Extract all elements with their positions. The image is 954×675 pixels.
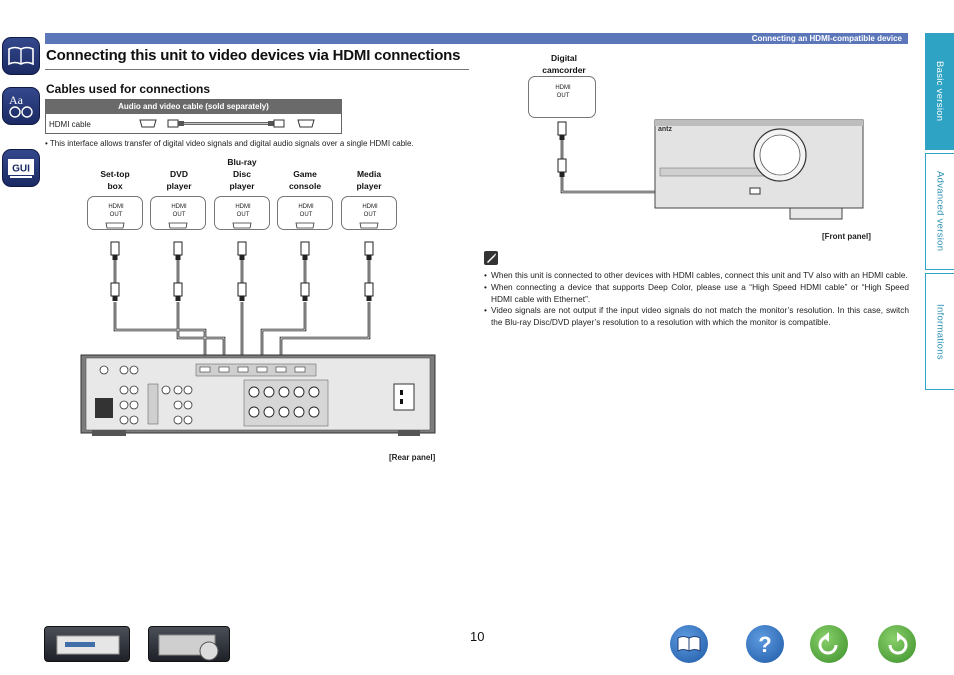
note-item: • When connecting a device that supports Deep Color, please use a “High Speed HDMI cable” or “High Speed HDMI cable with Ethernet”.	[484, 281, 909, 304]
svg-text:Aa: Aa	[9, 93, 23, 107]
port-label: HDMI OUT	[171, 204, 187, 218]
device-label-digital-camcorder: Digital camcorder	[542, 53, 586, 75]
page-number: 10	[470, 629, 485, 644]
device-label-bluray-player: Blu-ray Disc player	[227, 157, 257, 191]
cable-name: HDMI cable	[49, 120, 91, 129]
port-label: HDMI OUT	[362, 204, 378, 218]
receiver-front-panel	[655, 120, 863, 219]
rear-panel-thumbnail-button[interactable]	[148, 626, 230, 662]
forward-icon	[878, 625, 916, 663]
note-icon	[484, 251, 498, 265]
device-label-media-player: Media player	[356, 169, 382, 191]
help-button[interactable]	[746, 625, 784, 663]
cable-table-header: Audio and video cable (sold separately)	[46, 100, 341, 114]
rear-panel-label: [Rear panel]	[389, 453, 436, 462]
note-item: • When this unit is connected to other devices with HDMI cables, connect this unit and TV also with an HDMI cable.	[484, 270, 908, 280]
forward-button[interactable]	[878, 625, 916, 663]
tab-label: Basic version	[934, 61, 945, 122]
note-item: • Video signals are not output if the input video signals do not match the monitor’s resolution. In this case, switch the Blu-ray Disc/DVD player’s resolution to a resolution with which the monitor is compatible.	[484, 305, 909, 328]
tab-label: Informations	[934, 303, 946, 360]
receiver-rear-panel	[81, 355, 435, 436]
book-icon	[670, 625, 708, 663]
front-panel-label: [Front panel]	[822, 232, 871, 241]
svg-text:antz: antz	[658, 126, 672, 133]
back-button[interactable]	[810, 625, 848, 663]
camcorder-box	[528, 76, 596, 118]
port-label: HDMI OUT	[555, 85, 571, 99]
tab-label: Advanced version	[934, 171, 946, 252]
front-panel-thumbnail-button[interactable]	[44, 626, 130, 662]
back-icon	[810, 625, 848, 663]
svg-text:GUI: GUI	[12, 163, 30, 175]
port-label: HDMI OUT	[298, 204, 314, 218]
help-icon	[746, 625, 784, 663]
device-label-dvd-player: DVD player	[166, 169, 192, 191]
contents-button[interactable]	[670, 625, 708, 663]
device-label-set-top-box: Set-top box	[100, 169, 130, 191]
section-label: Connecting an HDMI-compatible device	[751, 34, 902, 43]
port-label: HDMI OUT	[235, 204, 251, 218]
device-label-game-console: Game console	[288, 169, 322, 191]
notes-list	[484, 270, 909, 329]
svg-text:?: ?	[758, 632, 772, 657]
section-heading: Cables used for connections	[46, 82, 211, 96]
port-label: HDMI OUT	[108, 204, 124, 218]
page-title: Connecting this unit to video devices via HDMI connections	[46, 47, 461, 64]
intro-bullet: • This interface allows transfer of digital video signals and digital audio signals over a single HDMI cable.	[45, 139, 414, 148]
